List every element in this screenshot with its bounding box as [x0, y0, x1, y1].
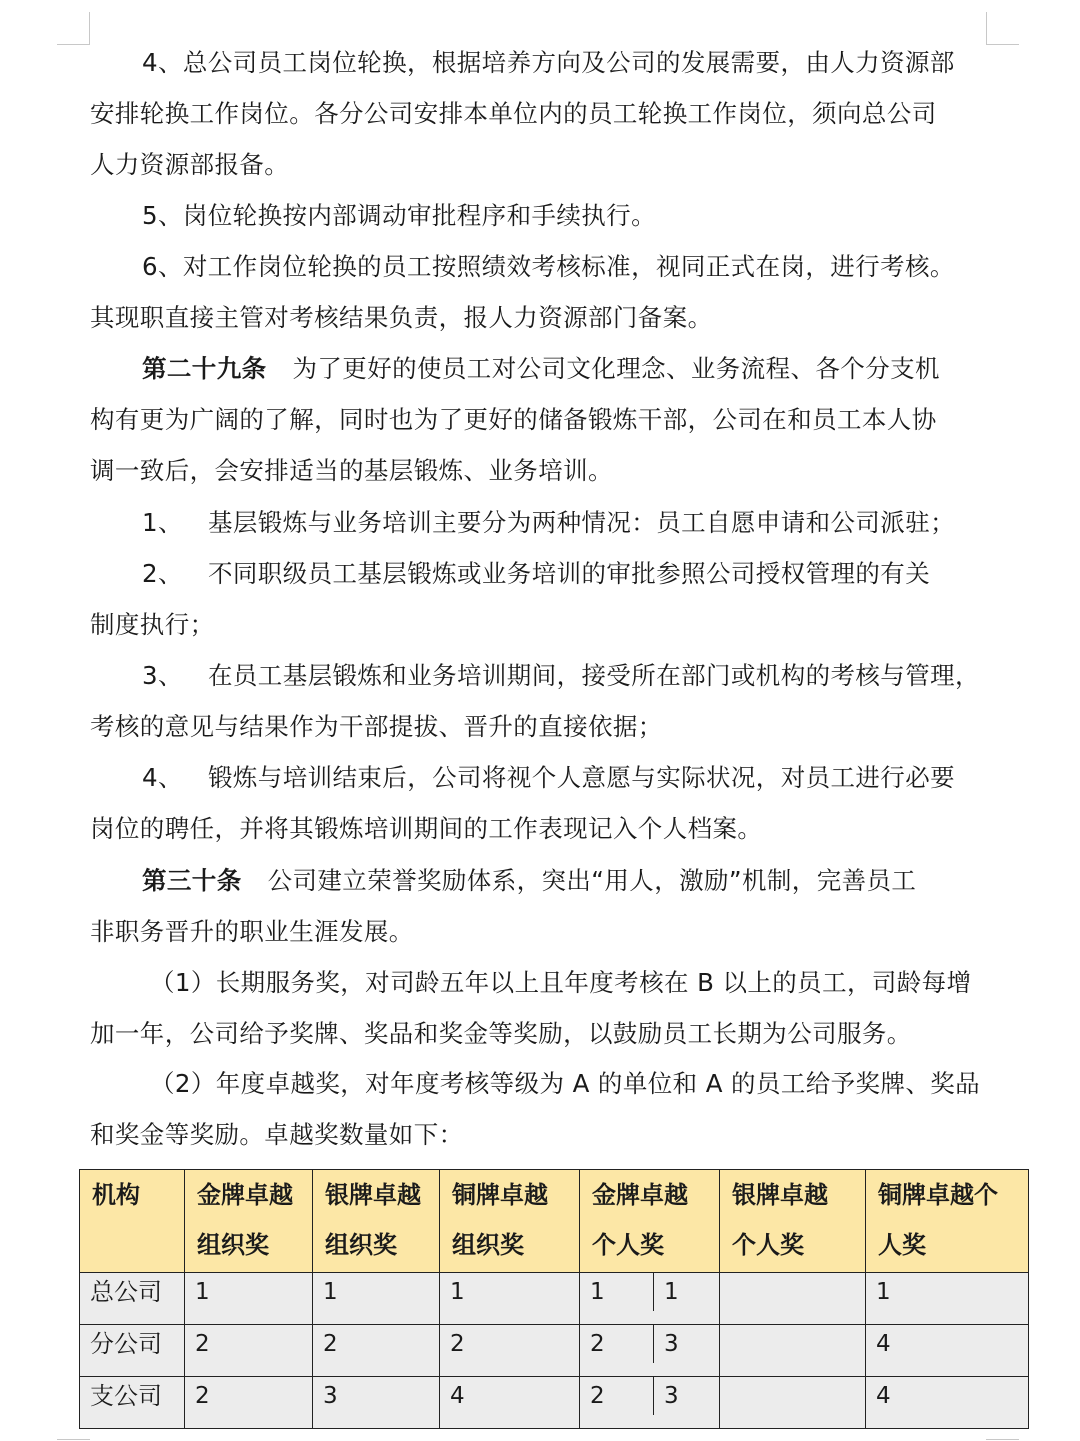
table-row	[80, 1377, 1029, 1429]
table-cell: 1	[313, 1273, 440, 1325]
table-cell: 3	[313, 1377, 440, 1429]
text-line: 6、对工作岗位轮换的员工按照绩效考核标准，视同正式在岗，进行考核。	[142, 252, 955, 281]
header-cell: 银牌卓越 个人奖	[720, 1170, 866, 1273]
table-cell: 2	[313, 1325, 440, 1377]
article-30	[90, 855, 990, 957]
table-cell	[720, 1273, 866, 1325]
table-header-row	[80, 1170, 1029, 1273]
list-item: 4、 锻炼与培训结束后，公司将视个人意愿与实际状况，对员工进行必要	[142, 763, 955, 792]
table-cell: 分公司	[80, 1325, 185, 1377]
text-line: 公司建立荣誉奖励体系，突出“用人，激励”机制，完善员工	[267, 866, 917, 895]
table-cell: 2 3	[580, 1325, 720, 1377]
header-cell: 铜牌卓越 组织奖	[440, 1170, 580, 1273]
header-cell: 铜牌卓越个 人奖	[866, 1170, 1029, 1273]
training-list	[90, 497, 990, 854]
paragraph-rotation-4	[90, 37, 990, 190]
table-cell: 2 3	[580, 1377, 720, 1429]
table-cell: 2	[185, 1325, 313, 1377]
text-line: 岗位的聘任，并将其锻炼培训期间的工作表现记入个人档案。	[90, 814, 763, 843]
header-cell: 机构	[80, 1170, 185, 1273]
text-line: 安排轮换工作岗位。各分公司安排本单位内的员工轮换工作岗位，须向总公司	[90, 99, 937, 128]
article-29-title: 第二十九条	[142, 354, 267, 383]
table-cell: 4	[440, 1377, 580, 1429]
table-row	[80, 1325, 1029, 1377]
text-line: 其现职直接主管对考核结果负责，报人力资源部门备案。	[90, 303, 713, 332]
table-row	[80, 1273, 1029, 1325]
header-cell: 银牌卓越 组织奖	[313, 1170, 440, 1273]
list-item: 3、 在员工基层锻炼和业务培训期间，接受所在部门或机构的考核与管理，	[142, 661, 980, 690]
text-line: （1）长期服务奖，对司龄五年以上且年度考核在 B 以上的员工，司龄每增	[150, 968, 972, 997]
table-cell: 1	[440, 1273, 580, 1325]
table-cell: 4	[866, 1325, 1029, 1377]
table-cell	[720, 1325, 866, 1377]
text-line: 制度执行；	[90, 610, 215, 639]
header-cell: 金牌卓越 个人奖	[580, 1170, 720, 1273]
award-count-table	[79, 1169, 1029, 1429]
text-line: 非职务晋升的职业生涯发展。	[90, 917, 414, 946]
list-item: 1、 基层锻炼与业务培训主要分为两种情况：员工自愿申请和公司派驻；	[142, 508, 955, 537]
crop-mark-bottom-right-horizontal	[986, 1439, 1019, 1440]
table-cell: 1	[185, 1273, 313, 1325]
text-line: 考核的意见与结果作为干部提拔、晋升的直接依据；	[90, 712, 663, 741]
long-service-award	[90, 957, 990, 1059]
text-line: （2）年度卓越奖，对年度考核等级为 A 的单位和 A 的员工给予奖牌、奖品	[150, 1069, 981, 1098]
list-item: 2、 不同职级员工基层锻炼或业务培训的审批参照公司授权管理的有关	[142, 559, 931, 588]
table-cell: 4	[866, 1377, 1029, 1429]
paragraph-rotation-6	[90, 241, 990, 343]
article-30-title: 第三十条	[142, 866, 242, 895]
table-cell: 1	[866, 1273, 1029, 1325]
crop-mark-top-left-horizontal	[57, 44, 90, 45]
text-line: 4、总公司员工岗位轮换，根据培养方向及公司的发展需要，由人力资源部	[142, 48, 955, 77]
table-cell: 2	[185, 1377, 313, 1429]
paragraph-rotation-5	[90, 190, 990, 241]
header-cell: 金牌卓越 组织奖	[185, 1170, 313, 1273]
crop-mark-bottom-left-horizontal	[57, 1439, 90, 1440]
table-cell: 总公司	[80, 1273, 185, 1325]
crop-mark-top-right-horizontal	[986, 44, 1019, 45]
text-line: 人力资源部报备。	[90, 150, 290, 179]
text-line: 为了更好的使员工对公司文化理念、业务流程、各个分支机	[292, 354, 940, 383]
text-line: 构有更为广阔的了解，同时也为了更好的储备锻炼干部，公司在和员工本人协	[90, 405, 937, 434]
text-line: 加一年，公司给予奖牌、奖品和奖金等奖励，以鼓励员工长期为公司服务。	[90, 1019, 912, 1048]
table-cell: 1 1	[580, 1273, 720, 1325]
text-line: 5、岗位轮换按内部调动审批程序和手续执行。	[142, 201, 656, 230]
table-cell: 2	[440, 1325, 580, 1377]
text-line: 和奖金等奖励。卓越奖数量如下：	[90, 1120, 464, 1149]
text-line: 调一致后，会安排适当的基层锻炼、业务培训。	[90, 456, 613, 485]
table-cell: 支公司	[80, 1377, 185, 1429]
annual-excellence-award	[90, 1058, 990, 1160]
table-cell	[720, 1377, 866, 1429]
article-29	[90, 343, 990, 496]
